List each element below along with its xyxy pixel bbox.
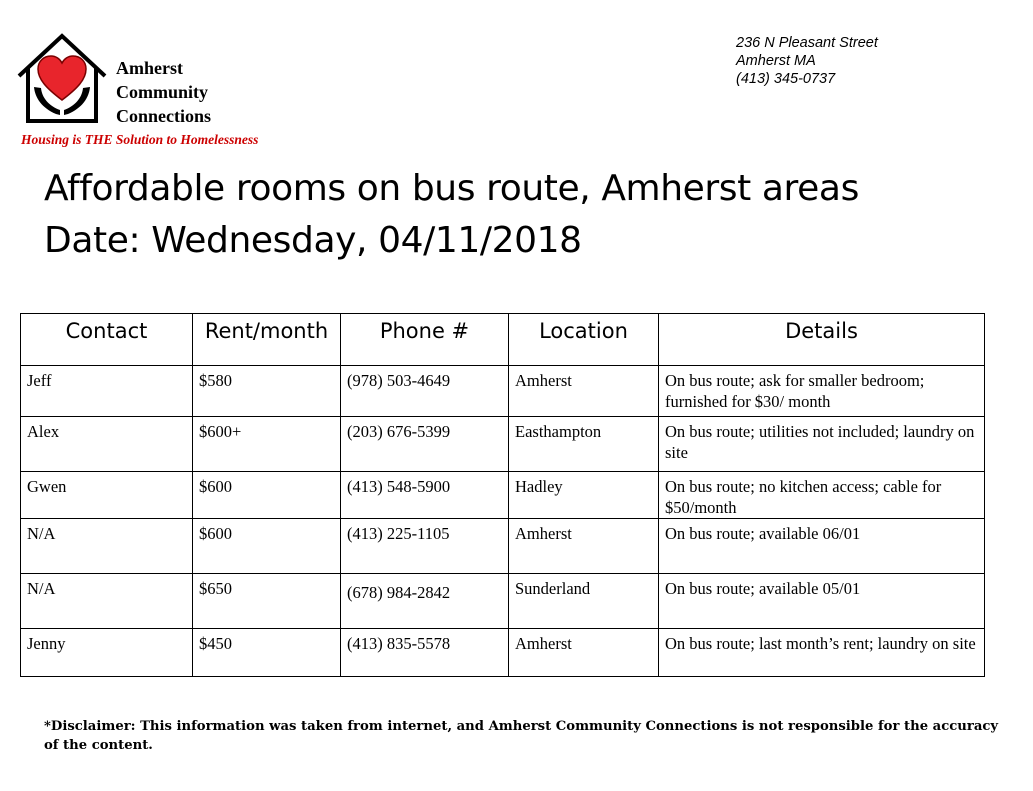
cell-phone: (678) 984-2842 [341,574,509,629]
table-row [21,574,985,629]
cell-location: Easthampton [509,417,659,472]
table-row [21,472,985,519]
cell-location: Amherst [509,629,659,677]
cell-contact: N/A [21,574,193,629]
cell-rent: $450 [193,629,341,677]
cell-phone: (978) 503-4649 [341,366,509,417]
cell-contact: Jenny [21,629,193,677]
logo-text-line-2: Community [116,82,209,102]
logo-tagline: Housing is THE Solution to Homelessness [21,132,259,147]
header-location: Location [509,314,659,366]
cell-details: On bus route; available 06/01 [659,519,985,574]
header-contact: Contact [21,314,193,366]
cell-phone: (203) 676-5399 [341,417,509,472]
header-rent: Rent/month [193,314,341,366]
disclaimer-text: *Disclaimer: This information was taken from internet, and Amherst Community Connections is not responsible for the accuracy of the content. [44,719,999,753]
cell-location: Amherst [509,366,659,417]
header-phone: Phone # [341,314,509,366]
cell-details: On bus route; available 05/01 [659,574,985,629]
table-row [21,629,985,677]
cell-rent: $600 [193,519,341,574]
cell-details: On bus route; ask for smaller bedroom; furnished for $30/ month [659,366,985,417]
table-row [21,366,985,417]
cell-rent: $650 [193,574,341,629]
cell-contact: Jeff [21,366,193,417]
logo-text-line-3: Connections [116,106,212,126]
cell-phone: (413) 835-5578 [341,629,509,677]
table-header-row [21,314,985,366]
title-line-2: Date: Wednesday, 04/11/2018 [44,220,582,261]
cell-location: Amherst [509,519,659,574]
address-block [736,34,878,88]
logo-text-line-1: Amherst [116,58,183,78]
address-street: 236 N Pleasant Street [736,35,878,51]
cell-contact: Alex [21,417,193,472]
table-row [21,417,985,472]
cell-location: Sunderland [509,574,659,629]
page-title [44,163,859,267]
cell-contact: Gwen [21,472,193,519]
cell-phone: (413) 225-1105 [341,519,509,574]
address-phone: (413) 345-0737 [736,71,836,87]
title-line-1: Affordable rooms on bus route, Amherst areas [44,168,859,209]
cell-rent: $600 [193,472,341,519]
table-row [21,519,985,574]
cell-rent: $580 [193,366,341,417]
organization-logo [12,30,286,150]
cell-location: Hadley [509,472,659,519]
cell-phone: (413) 548-5900 [341,472,509,519]
header-details: Details [659,314,985,366]
cell-details: On bus route; utilities not included; laundry on site [659,417,985,472]
cell-details: On bus route; no kitchen access; cable for $50/month [659,472,985,519]
cell-rent: $600+ [193,417,341,472]
address-city: Amherst MA [736,53,816,69]
cell-details: On bus route; last month’s rent; laundry on site [659,629,985,677]
cell-contact: N/A [21,519,193,574]
house-heart-hands-icon [16,32,108,124]
listings-table [20,313,985,677]
